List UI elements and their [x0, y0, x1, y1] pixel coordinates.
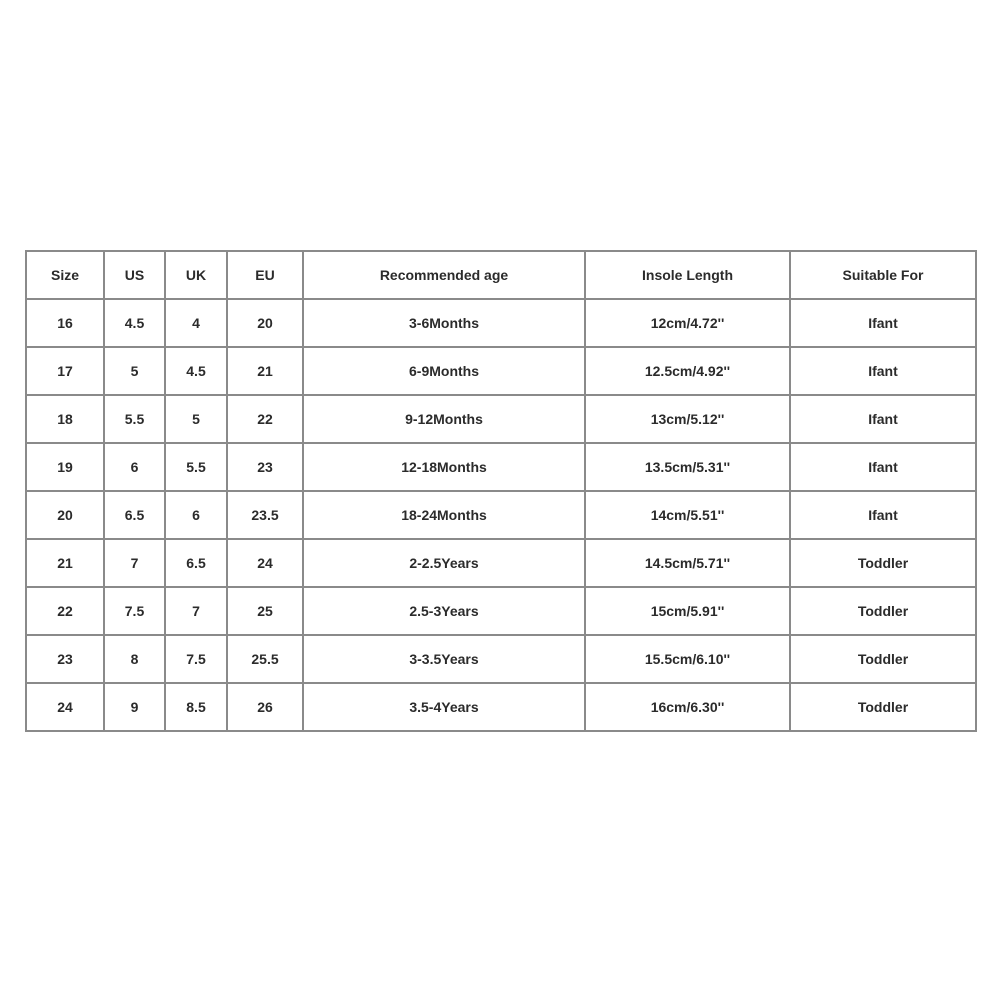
column-header-suitable-for: Suitable For — [790, 251, 976, 299]
cell-suitable-for: Toddler — [790, 635, 976, 683]
table-row — [26, 683, 976, 731]
cell-uk: 7.5 — [165, 635, 227, 683]
table-row — [26, 299, 976, 347]
cell-eu: 22 — [227, 395, 303, 443]
cell-eu: 21 — [227, 347, 303, 395]
cell-size: 16 — [26, 299, 104, 347]
cell-insole-length: 14cm/5.51'' — [585, 491, 790, 539]
cell-size: 24 — [26, 683, 104, 731]
cell-size: 21 — [26, 539, 104, 587]
cell-insole-length: 15cm/5.91'' — [585, 587, 790, 635]
cell-size: 23 — [26, 635, 104, 683]
table-row — [26, 491, 976, 539]
column-header-uk: UK — [165, 251, 227, 299]
column-header-us: US — [104, 251, 165, 299]
cell-recommended-age: 3-6Months — [303, 299, 585, 347]
cell-us: 5 — [104, 347, 165, 395]
column-header-recommended-age: Recommended age — [303, 251, 585, 299]
cell-suitable-for: Ifant — [790, 491, 976, 539]
cell-size: 20 — [26, 491, 104, 539]
cell-uk: 7 — [165, 587, 227, 635]
cell-us: 9 — [104, 683, 165, 731]
table-header — [26, 251, 976, 299]
cell-us: 4.5 — [104, 299, 165, 347]
cell-recommended-age: 3.5-4Years — [303, 683, 585, 731]
cell-recommended-age: 2.5-3Years — [303, 587, 585, 635]
cell-recommended-age: 9-12Months — [303, 395, 585, 443]
cell-suitable-for: Toddler — [790, 587, 976, 635]
cell-suitable-for: Ifant — [790, 299, 976, 347]
cell-suitable-for: Ifant — [790, 347, 976, 395]
cell-uk: 8.5 — [165, 683, 227, 731]
table-row — [26, 587, 976, 635]
cell-size: 19 — [26, 443, 104, 491]
cell-size: 17 — [26, 347, 104, 395]
table-row — [26, 443, 976, 491]
cell-insole-length: 12cm/4.72'' — [585, 299, 790, 347]
cell-suitable-for: Ifant — [790, 443, 976, 491]
cell-uk: 6 — [165, 491, 227, 539]
cell-recommended-age: 2-2.5Years — [303, 539, 585, 587]
cell-us: 6 — [104, 443, 165, 491]
cell-uk: 4.5 — [165, 347, 227, 395]
table-row — [26, 347, 976, 395]
column-header-eu: EU — [227, 251, 303, 299]
cell-us: 8 — [104, 635, 165, 683]
cell-eu: 23.5 — [227, 491, 303, 539]
cell-insole-length: 12.5cm/4.92'' — [585, 347, 790, 395]
cell-suitable-for: Toddler — [790, 539, 976, 587]
cell-uk: 5 — [165, 395, 227, 443]
cell-eu: 23 — [227, 443, 303, 491]
cell-size: 22 — [26, 587, 104, 635]
cell-us: 7 — [104, 539, 165, 587]
cell-recommended-age: 12-18Months — [303, 443, 585, 491]
table-row — [26, 539, 976, 587]
cell-us: 5.5 — [104, 395, 165, 443]
cell-size: 18 — [26, 395, 104, 443]
table-row — [26, 395, 976, 443]
header-row — [26, 251, 976, 299]
cell-eu: 24 — [227, 539, 303, 587]
cell-insole-length: 13.5cm/5.31'' — [585, 443, 790, 491]
cell-uk: 6.5 — [165, 539, 227, 587]
cell-insole-length: 16cm/6.30'' — [585, 683, 790, 731]
cell-us: 7.5 — [104, 587, 165, 635]
column-header-insole-length: Insole Length — [585, 251, 790, 299]
table-row — [26, 635, 976, 683]
cell-uk: 5.5 — [165, 443, 227, 491]
cell-recommended-age: 6-9Months — [303, 347, 585, 395]
cell-insole-length: 13cm/5.12'' — [585, 395, 790, 443]
cell-eu: 25.5 — [227, 635, 303, 683]
cell-suitable-for: Ifant — [790, 395, 976, 443]
cell-us: 6.5 — [104, 491, 165, 539]
table-body — [26, 299, 976, 731]
column-header-size: Size — [26, 251, 104, 299]
cell-recommended-age: 3-3.5Years — [303, 635, 585, 683]
cell-uk: 4 — [165, 299, 227, 347]
cell-eu: 20 — [227, 299, 303, 347]
cell-suitable-for: Toddler — [790, 683, 976, 731]
cell-insole-length: 14.5cm/5.71'' — [585, 539, 790, 587]
cell-recommended-age: 18-24Months — [303, 491, 585, 539]
cell-eu: 25 — [227, 587, 303, 635]
size-chart-table — [25, 250, 977, 732]
cell-eu: 26 — [227, 683, 303, 731]
cell-insole-length: 15.5cm/6.10'' — [585, 635, 790, 683]
